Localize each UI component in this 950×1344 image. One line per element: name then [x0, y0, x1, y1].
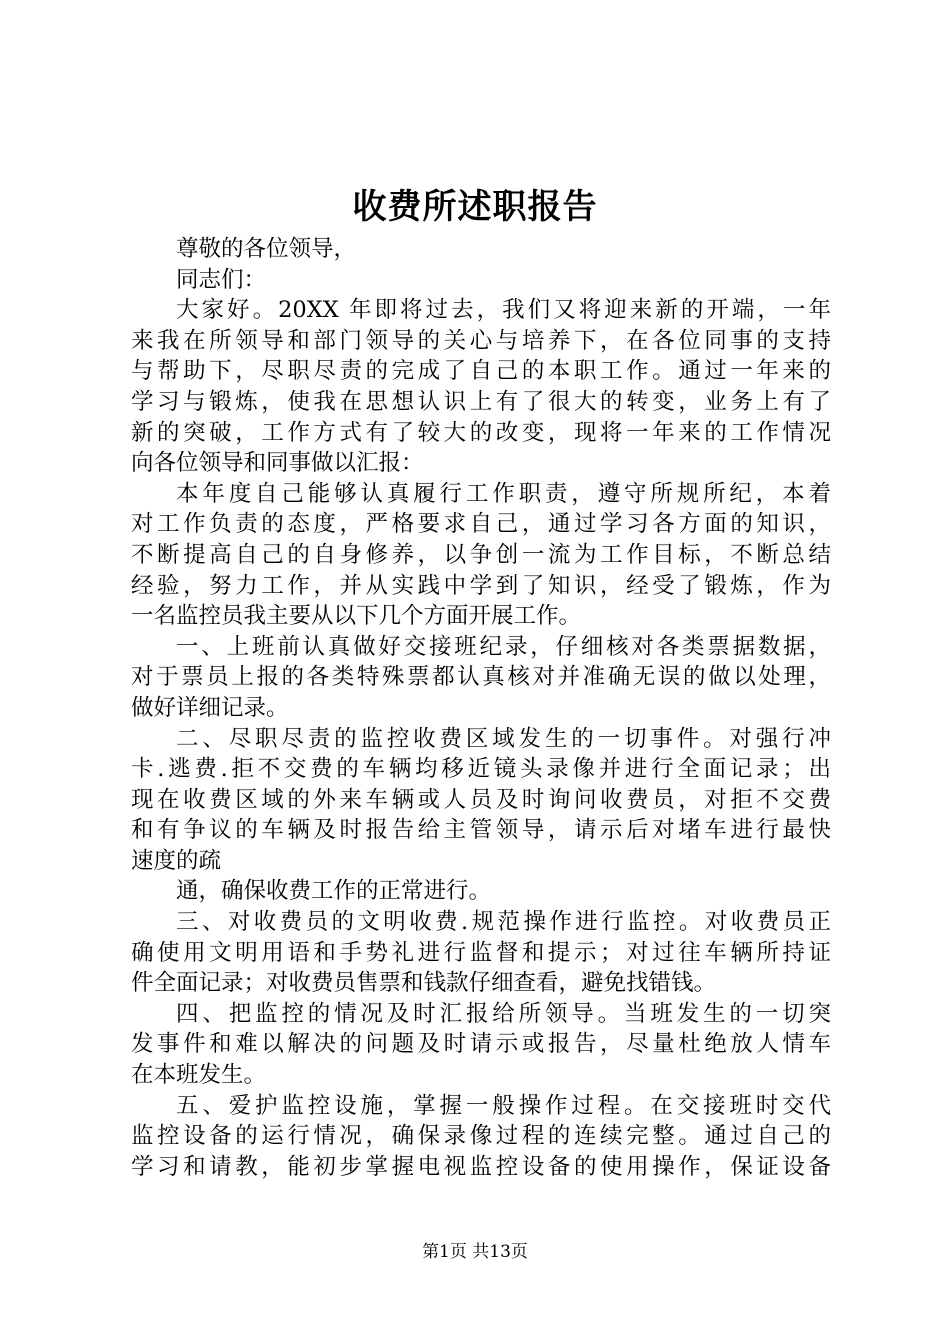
text-line: 通，确保收费工作的正常进行。 — [176, 878, 492, 905]
text-line: 三、对收费员的文明收费.规范操作进行监控。对收费员正 — [176, 909, 831, 936]
text-line: 大家好。20XX 年即将过去，我们又将迎来新的开端，一年 — [176, 297, 831, 324]
text-line: 尊敬的各位领导， — [176, 236, 357, 262]
text-line: 和有争议的车辆及时报告给主管领导，请示后对堵车进行最快 — [131, 817, 831, 844]
text-line: 同志们： — [176, 266, 267, 293]
text-line: 一名监控员我主要从以下几个方面开展工作。 — [131, 603, 582, 630]
text-line: 二、尽职尽责的监控收费区域发生的一切事件。对强行冲 — [176, 725, 831, 752]
text-line: 四、把监控的情况及时汇报给所领导。当班发生的一切突 — [176, 1000, 831, 1027]
text-line: 与帮助下，尽职尽责的完成了自己的本职工作。通过一年来的 — [131, 358, 831, 385]
text-line: 一、上班前认真做好交接班纪录，仔细核对各类票据数据， — [176, 633, 831, 660]
text-line: 对工作负责的态度，严格要求自己，通过学习各方面的知识， — [131, 511, 831, 538]
text-line: 速度的疏 — [131, 847, 222, 874]
text-line: 确使用文明用语和手势礼进行监督和提示；对过往车辆所持证 — [131, 939, 831, 966]
document-title: 收费所述职报告 — [352, 187, 598, 227]
text-line: 现在收费区域的外来车辆或人员及时询问收费员，对拒不交费 — [131, 786, 831, 813]
text-line: 对于票员上报的各类特殊票都认真核对并准确无误的做以处理， — [131, 664, 831, 691]
text-line: 件全面记录；对收费员售票和钱款仔细查看，避免找错钱。 — [131, 970, 717, 997]
text-line: 发事件和难以解决的问题及时请示或报告，尽量杜绝放人情车 — [131, 1031, 831, 1058]
text-line: 监控设备的运行情况，确保录像过程的连续完整。通过自己的 — [131, 1123, 831, 1150]
text-line: 新的突破，工作方式有了较大的改变，现将一年来的工作情况 — [131, 419, 831, 446]
text-line: 学习与锻炼，使我在思想认识上有了很大的转变，业务上有了 — [131, 388, 831, 415]
text-line: 来我在所领导和部门领导的关心与培养下，在各位同事的支持 — [131, 327, 831, 354]
text-line: 本年度自己能够认真履行工作职责，遵守所规所纪，本着 — [176, 480, 831, 507]
page-footer: 第1页 共13页 — [422, 1242, 528, 1262]
text-line: 学习和请教，能初步掌握电视监控设备的使用操作，保证设备 — [131, 1153, 831, 1180]
text-line: 做好详细记录。 — [131, 694, 289, 721]
document-body — [131, 234, 831, 1182]
text-line: 卡.逃费.拒不交费的车辆均移近镜头录像并进行全面记录；出 — [131, 756, 831, 783]
text-line: 五、爱护监控设施，掌握一般操作过程。在交接班时交代 — [176, 1092, 831, 1119]
text-line: 在本班发生。 — [131, 1062, 267, 1089]
text-line: 不断提高自己的自身修养，以争创一流为工作目标，不断总结 — [131, 541, 831, 568]
text-line: 向各位领导和同事做以汇报： — [131, 450, 424, 477]
text-line: 经验，努力工作，并从实践中学到了知识，经受了锻炼，作为 — [131, 572, 831, 599]
